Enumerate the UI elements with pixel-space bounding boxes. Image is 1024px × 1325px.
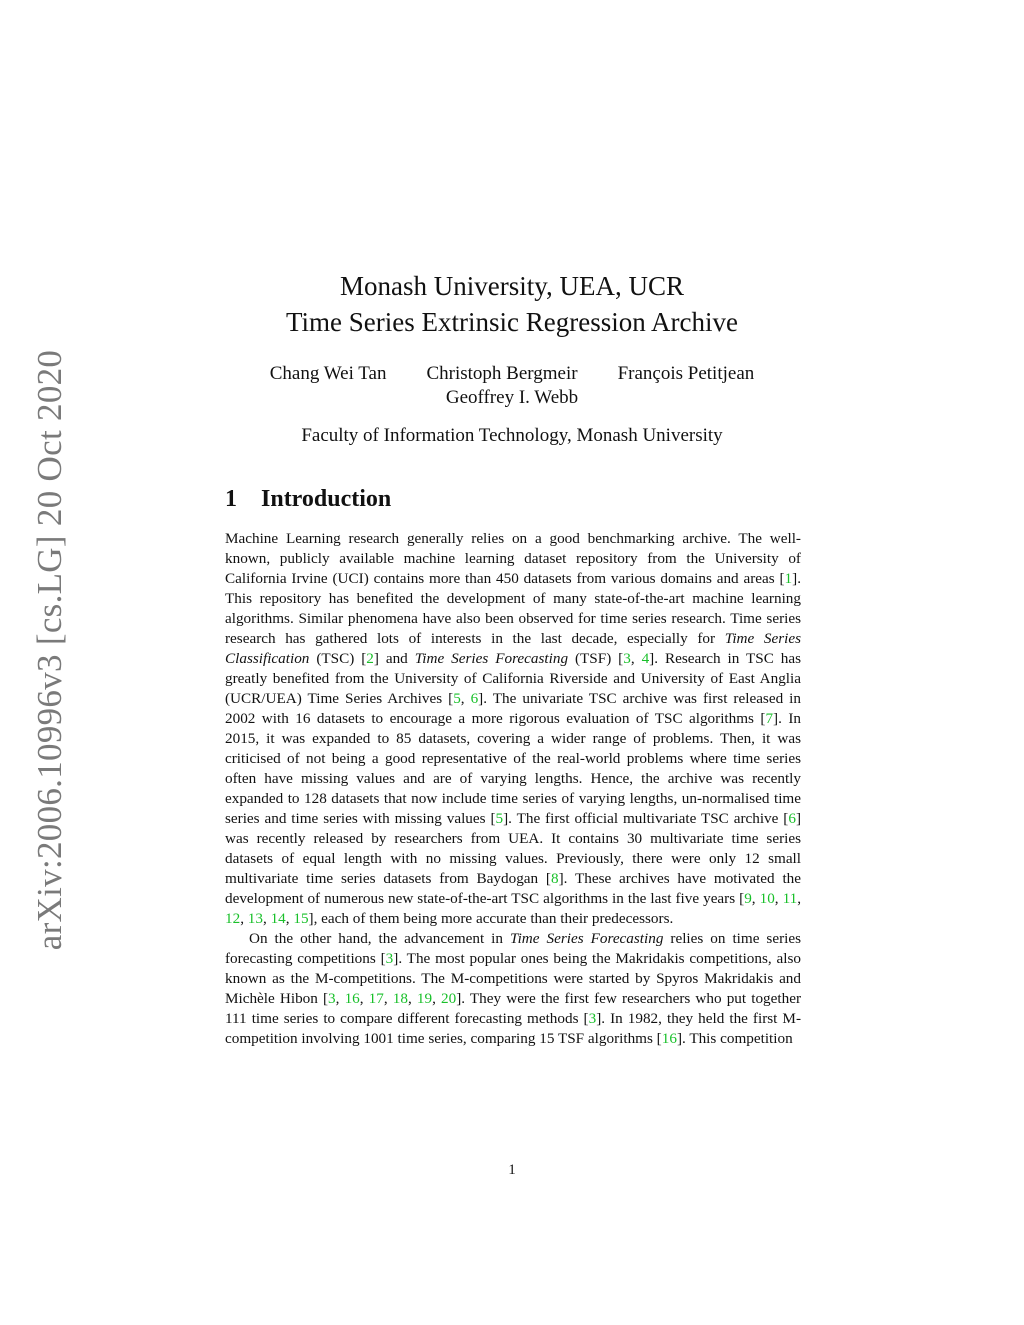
italic-term: Time Series Forecasting bbox=[414, 650, 569, 667]
title-line-2: Time Series Extrinsic Regression Archive bbox=[286, 307, 738, 337]
text-segment: ] was recently released by researchers from UEA. It contains 30 multivariate time series datasets of equal length with no missing values. Previously, there were only 12 small multivariate time series datasets from Baydogan [ bbox=[225, 810, 802, 887]
text-segment: (TSF) [ bbox=[568, 650, 624, 667]
text-segment: relies on time series forecasting competitions [ bbox=[225, 930, 802, 967]
text-segment: (TSC) [ bbox=[309, 650, 367, 667]
text-segment: Machine Learning research generally relies on a good benchmarking archive. The well-known, publicly available machine learning dataset repository from the University of California Irvine (UCI) contains more than 450 datasets from various domains and areas [ bbox=[225, 530, 801, 587]
italic-term: Time Series Classification bbox=[225, 630, 802, 667]
text-segment: ]. The most popular ones being the Makridakis competitions, also known as the M-competitions. The M-competitions were started by Spyros Makridakis and Michèle Hibon [ bbox=[225, 950, 801, 1007]
text-segment: , bbox=[797, 890, 801, 907]
citation-link[interactable]: 10 bbox=[759, 890, 775, 907]
author-name: Chang Wei Tan bbox=[269, 363, 387, 384]
citation-link[interactable]: 12 bbox=[225, 910, 241, 927]
text-segment: ]. This repository has benefited the development of many state-of-the-art machine learning algorithms. Similar phenomena have also been observed for time series research. Time series research has gathered lots of interests in the last decade, especially for bbox=[225, 570, 801, 647]
section-title: Introduction bbox=[261, 486, 392, 512]
text-segment: ]. Research in TSC has greatly benefited from the University of California Riverside and University of East Anglia (UCR/UEA) Time Series Archives [ bbox=[225, 650, 802, 707]
text-segment: , bbox=[262, 910, 271, 927]
italic-term: Time Series Forecasting bbox=[509, 930, 664, 947]
text-segment: ] and bbox=[373, 650, 415, 667]
citation-link[interactable]: 3 bbox=[385, 950, 394, 967]
arxiv-identifier-stamp bbox=[28, 349, 72, 951]
citation-link[interactable]: 6 bbox=[788, 810, 796, 827]
text-segment: , bbox=[335, 990, 345, 1007]
citation-link[interactable]: 9 bbox=[744, 890, 752, 907]
citation-link[interactable]: 11 bbox=[782, 890, 798, 907]
author-list bbox=[200, 362, 824, 410]
text-segment: ]. The univariate TSC archive was first released in 2002 with 16 datasets to encourage a more rigorous evaluation of TSC algorithms [ bbox=[225, 690, 801, 727]
citation-link[interactable]: 7 bbox=[765, 710, 774, 727]
text-segment: ]. In 2015, it was expanded to 85 datasets, covering a wider range of problems. Then, it was criticised of not being a good representative of the real-world problems where time series often have missing values and are of varying lengths. Hence, the archive was recently expanded to 128 datasets that now include time series of varying lengths, un-normalised time series and time series with missing values [ bbox=[225, 710, 801, 827]
paragraph bbox=[225, 929, 801, 1049]
paper-title bbox=[200, 268, 824, 340]
citation-link[interactable]: 3 bbox=[588, 1010, 597, 1027]
author-row-1 bbox=[200, 362, 824, 386]
text-segment: On the other hand, the advancement in bbox=[249, 930, 510, 947]
citation-link[interactable]: 16 bbox=[661, 1030, 677, 1047]
citation-link[interactable]: 16 bbox=[344, 990, 360, 1007]
text-segment: ]. In 1982, they held the first M-competition involving 1001 time series, comparing 15 TSF algorithms [ bbox=[225, 1010, 801, 1047]
citation-link[interactable]: 20 bbox=[441, 990, 457, 1007]
text-segment: ], each of them being more accurate than their predecessors. bbox=[308, 910, 674, 927]
text-segment: , bbox=[432, 990, 441, 1007]
citation-link[interactable]: 2 bbox=[366, 650, 374, 667]
author-name: Christoph Bergmeir bbox=[426, 363, 578, 384]
citation-link[interactable]: 5 bbox=[453, 690, 461, 707]
paragraph bbox=[225, 529, 801, 929]
text-segment: , bbox=[774, 890, 783, 907]
citation-link[interactable]: 6 bbox=[470, 690, 479, 707]
citation-link[interactable]: 18 bbox=[392, 990, 408, 1007]
citation-link[interactable]: 8 bbox=[551, 870, 559, 887]
text-segment: ]. They were the first few researchers who put together 111 time series to compare different forecasting methods [ bbox=[225, 990, 801, 1027]
text-segment: , bbox=[383, 990, 393, 1007]
citation-link[interactable]: 5 bbox=[495, 810, 504, 827]
text-segment: , bbox=[359, 990, 369, 1007]
citation-link[interactable]: 13 bbox=[247, 910, 263, 927]
citation-link[interactable]: 19 bbox=[416, 990, 433, 1007]
page-number: 1 bbox=[508, 1162, 516, 1178]
body-text bbox=[225, 529, 801, 1049]
text-segment: , bbox=[240, 910, 248, 927]
author-name: Geoffrey I. Webb bbox=[445, 387, 579, 408]
text-segment: ]. The first official multivariate TSC archive [ bbox=[503, 810, 789, 827]
text-segment: , bbox=[751, 890, 760, 907]
text-segment: ]. This competition bbox=[676, 1030, 793, 1047]
text-segment: , bbox=[460, 690, 471, 707]
text-segment: , bbox=[285, 910, 294, 927]
citation-link[interactable]: 3 bbox=[623, 650, 631, 667]
text-segment: , bbox=[630, 650, 642, 667]
citation-link[interactable]: 14 bbox=[270, 910, 286, 927]
title-line-1: Monash University, UEA, UCR bbox=[340, 271, 684, 301]
affiliation: Faculty of Information Technology, Monash University bbox=[301, 425, 723, 446]
section-number: 1 bbox=[225, 486, 237, 512]
arxiv-identifier-text: arXiv:2006.10996v3 [cs.LG] 20 Oct 2020 bbox=[30, 349, 70, 951]
author-row-2 bbox=[200, 386, 824, 410]
citation-link[interactable]: 15 bbox=[293, 910, 309, 927]
author-name: François Petitjean bbox=[617, 363, 755, 384]
citation-link[interactable]: 3 bbox=[328, 990, 336, 1007]
text-segment: , bbox=[407, 990, 417, 1007]
text-segment: ]. These archives have motivated the development of numerous new state-of-the-art TSC algorithms in the last five years [ bbox=[225, 870, 801, 907]
citation-link[interactable]: 4 bbox=[641, 650, 650, 667]
section-heading bbox=[225, 486, 391, 513]
citation-link[interactable]: 17 bbox=[368, 990, 384, 1007]
citation-link[interactable]: 1 bbox=[784, 570, 793, 587]
